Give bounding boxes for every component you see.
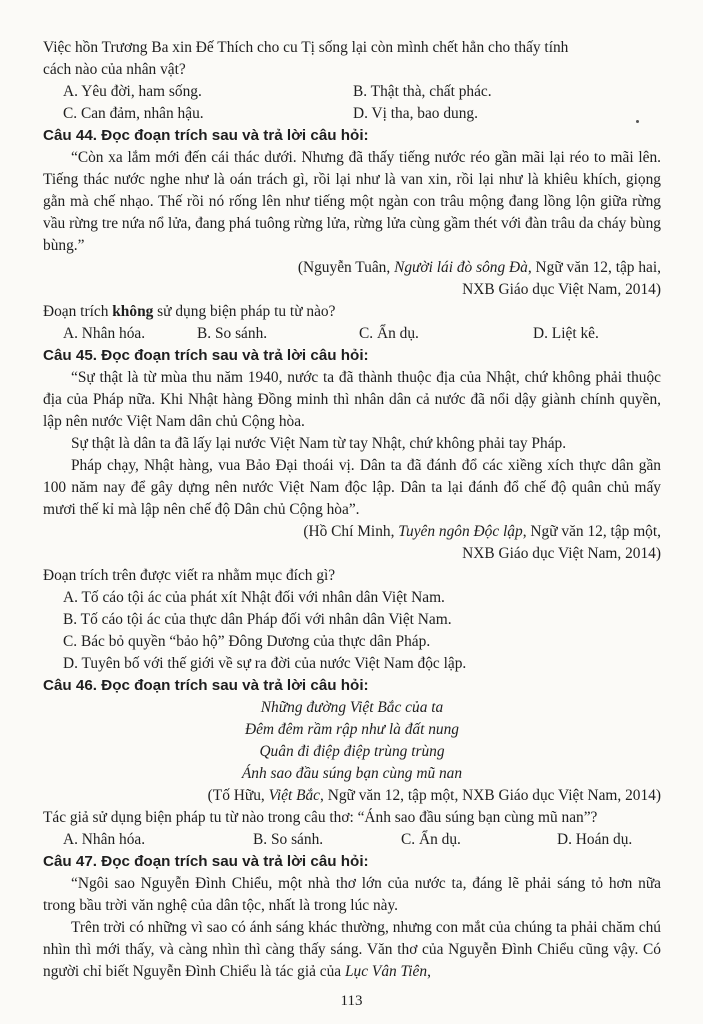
- q47-title: Câu 47. Đọc đoạn trích sau và trả lời câu hỏi:: [43, 853, 369, 870]
- q46-option-c[interactable]: C. Ẩn dụ.: [401, 831, 461, 848]
- q44-passage: “Còn xa lắm mới đến cái thác dưới. Nhưng đã thấy tiếng nước réo gần mãi lại réo to mãi lên. Tiếng thác nước nghe như là oán trách gì, rồi lại như là van xin, rồi lại như là khiêu khích, giọng gằn mà chế nhạo. Thế rồi nó rống lên như tiếng một ngàn con trâu mộng đang lồng lộn giữa rừng vầu rừng tre nứa nổ lửa, đang phá tuông rừng lửa, rừng lửa cùng gầm thét với đàn trâu da cháy bùng bùng.”: [43, 149, 661, 254]
- q47-para2-end: ,: [427, 963, 431, 980]
- q45-source: [43, 521, 661, 543]
- q46-source-post: , Ngữ văn 12, tập một, NXB Giáo dục Việt Nam, 2014): [320, 787, 661, 804]
- q45-option-c[interactable]: C. Bác bỏ quyền “bảo hộ” Đông Dương của thực dân Pháp.: [63, 633, 431, 650]
- q46-option-a[interactable]: A. Nhân hóa.: [63, 831, 146, 848]
- q47-para2-work: Lục Vân Tiên: [344, 963, 428, 980]
- q46-option-d[interactable]: D. Hoán dụ.: [557, 831, 633, 848]
- q47-para2: [43, 917, 661, 983]
- page-number: 113: [340, 993, 363, 1009]
- q45-option-d[interactable]: D. Tuyên bố với thế giới về sự ra đời của nước Việt Nam độc lập.: [63, 655, 467, 672]
- q43-options-row1: [43, 81, 661, 103]
- q43-stem-line1: Việc hồn Trương Ba xin Đế Thích cho cu Tị sống lại còn mình chết hẳn cho thấy tính: [43, 39, 569, 56]
- q43-option-d[interactable]: D. Vị tha, bao dung.: [353, 105, 478, 122]
- q45-question: Đoạn trích trên được viết ra nhằm mục đích gì?: [43, 567, 336, 584]
- q46-poem-line1: Những đường Việt Bắc của ta: [260, 699, 444, 716]
- q44-question: [43, 301, 661, 323]
- q44-title: Câu 44. Đọc đoạn trích sau và trả lời câu hỏi:: [43, 127, 369, 144]
- q46-poem-line2: Đêm đêm rầm rập như là đất nung: [244, 721, 460, 738]
- q45-source-post: , Ngữ văn 12, tập một,: [522, 523, 661, 540]
- q45-source-work: Tuyên ngôn Độc lập: [398, 523, 523, 540]
- q46-poem-line4: Ánh sao đầu súng bạn cùng mũ nan: [241, 765, 463, 782]
- q44-source-pre: (Nguyễn Tuân,: [297, 259, 395, 276]
- q46-poem-line3: Quân đi điệp điệp trùng trùng: [259, 743, 445, 760]
- q44-options: [43, 323, 661, 345]
- q46-source-work: Việt Bắc: [268, 787, 321, 804]
- q46-option-b[interactable]: B. So sánh.: [253, 831, 324, 848]
- q47-para1: “Ngôi sao Nguyễn Đình Chiểu, một nhà thơ lớn của nước ta, đáng lẽ phải sáng tỏ hơn nữa trong bầu trời văn nghệ của dân tộc, nhất là trong lúc này.: [43, 875, 661, 914]
- q43-option-c[interactable]: C. Can đảm, nhân hậu.: [63, 105, 204, 122]
- q44-source-line2: NXB Giáo dục Việt Nam, 2014): [462, 281, 661, 298]
- q45-para2: Sự thật là dân ta đã lấy lại nước Việt Nam từ tay Nhật, chứ không phải tay Pháp.: [71, 435, 567, 452]
- q46-source: [43, 785, 661, 807]
- q44-question-post: sử dụng biện pháp tu từ nào?: [153, 303, 336, 320]
- q47-para2-text: Trên trời có những vì sao có ánh sáng khác thường, nhưng con mắt của chúng ta phải chăm chú nhìn thì mới thấy, và càng nhìn thì càng thấy sáng. Văn thơ của Nguyễn Đình Chiểu cũng vậy. Có người chỉ biết Nguyễn Đình Chiểu là tác giả của: [43, 919, 661, 980]
- q44-source-work: Người lái đò sông Đà: [394, 259, 528, 276]
- q44-option-c[interactable]: C. Ẩn dụ.: [359, 325, 419, 342]
- q44-option-d[interactable]: D. Liệt kê.: [533, 325, 599, 342]
- q44-option-a[interactable]: A. Nhân hóa.: [63, 325, 146, 342]
- q45-source-pre: (Hồ Chí Minh,: [303, 523, 399, 540]
- q43-option-b[interactable]: B. Thật thà, chất phác.: [353, 83, 492, 100]
- q45-option-a[interactable]: A. Tố cáo tội ác của phát xít Nhật đối với nhân dân Việt Nam.: [63, 589, 445, 606]
- q46-question: Tác giả sử dụng biện pháp tu từ nào trong câu thơ: “Ánh sao đầu súng bạn cùng mũ nan”?: [43, 809, 598, 826]
- q43-stem-line2: cách nào của nhân vật?: [43, 61, 186, 78]
- q44-question-pre: Đoạn trích: [43, 303, 113, 320]
- q46-source-pre: (Tố Hữu,: [207, 787, 269, 804]
- q45-source-line2: NXB Giáo dục Việt Nam, 2014): [462, 545, 661, 562]
- q44-option-b[interactable]: B. So sánh.: [197, 325, 268, 342]
- q44-source-post: , Ngữ văn 12, tập hai,: [527, 259, 661, 276]
- q45-para3: Pháp chạy, Nhật hàng, vua Bảo Đại thoái vị. Dân ta đã đánh đổ các xiềng xích thực dân gần 100 năm nay để gây dựng nên nước Việt Nam độc lập. Dân ta lại đánh đổ chế độ quân chủ mấy mươi thế kỉ mà lập nên chế độ Dân chủ Cộng hòa”.: [43, 457, 661, 518]
- q46-options: [43, 829, 661, 851]
- q45-option-b[interactable]: B. Tố cáo tội ác của thực dân Pháp đối với nhân dân Việt Nam.: [63, 611, 452, 628]
- q44-source: [43, 257, 661, 279]
- q43-option-a[interactable]: A. Yêu đời, ham sống.: [63, 83, 202, 100]
- q45-title: Câu 45. Đọc đoạn trích sau và trả lời câu hỏi:: [43, 347, 369, 364]
- q43-options-row2: [43, 103, 661, 125]
- page-content: [43, 37, 661, 983]
- q44-question-bold: không: [112, 303, 154, 320]
- q46-title: Câu 46. Đọc đoạn trích sau và trả lời câu hỏi:: [43, 677, 369, 694]
- q45-para1: “Sự thật là từ mùa thu năm 1940, nước ta đã thành thuộc địa của Nhật, chứ không phải thuộc địa của Pháp nữa. Khi Nhật hàng Đồng minh thì nhân dân cả nước đã nổi dậy giành chính quyền, lập nên nước Việt Nam dân chủ Cộng hòa.: [43, 369, 661, 430]
